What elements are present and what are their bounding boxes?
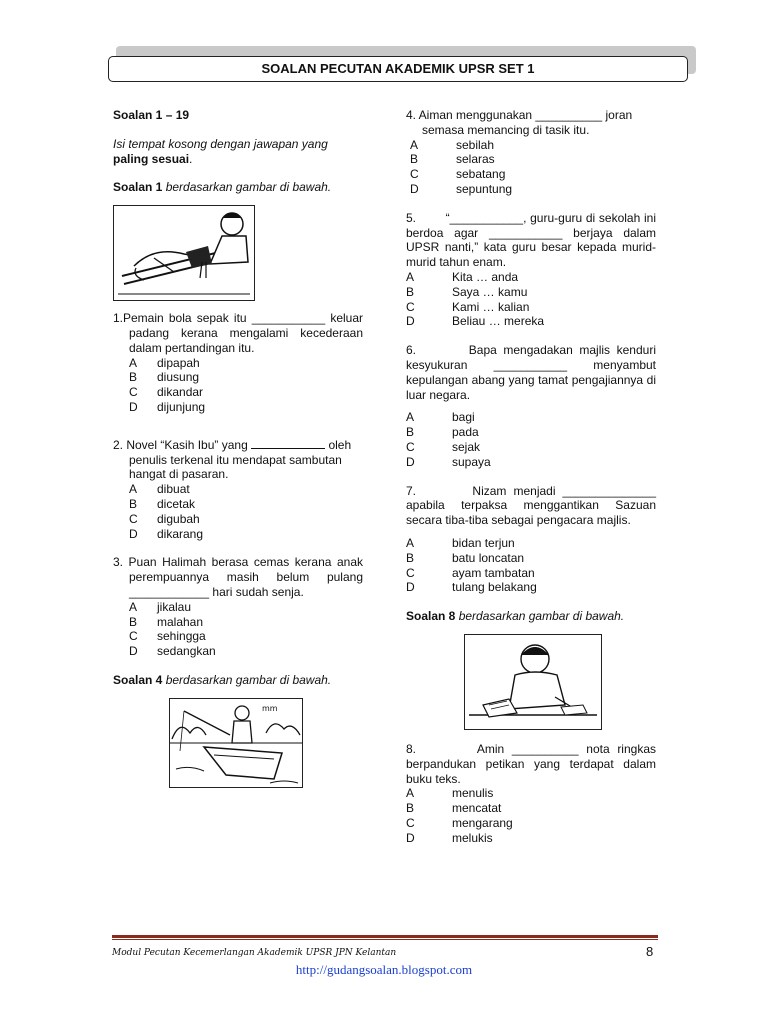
option-row[interactable] (406, 300, 656, 315)
option-text: Kami … kalian (452, 299, 530, 314)
ref4-italic: berdasarkan gambar di bawah. (165, 672, 332, 687)
option-row[interactable] (129, 356, 363, 371)
option-row[interactable] (406, 410, 656, 425)
page-title: SOALAN PECUTAN AKADEMIK UPSR SET 1 (108, 56, 688, 82)
option-text: bidan terjun (452, 535, 515, 550)
option-letter: D (129, 399, 138, 414)
option-letter: D (406, 580, 415, 595)
section-heading: Soalan 1 – 19 (113, 108, 190, 122)
footer-module-text: Modul Pecutan Kecemerlangan Akademik UPSR JPN Kelantan (112, 948, 397, 958)
option-row[interactable] (406, 425, 656, 440)
question-5-stem: 5. “___________, guru-guru di sekolah ini berdoa agar ___________ berjaya dalam UPSR nanti,” kata guru besar kepada murid-murid tahun enam. (406, 210, 660, 270)
footer-rule-thin (112, 939, 658, 940)
option-letter: C (129, 385, 138, 400)
option-letter: C (406, 565, 415, 580)
option-letter: A (406, 269, 415, 284)
option-letter: D (406, 830, 415, 845)
option-text: dibuat (157, 482, 190, 497)
ref1-bold: Soalan 1 (113, 180, 163, 195)
option-text: diusung (157, 370, 200, 385)
option-text: bagi (452, 410, 475, 425)
svg-text:mm: mm (262, 703, 278, 713)
option-row[interactable] (129, 629, 363, 644)
option-letter: A (129, 599, 138, 614)
option-row[interactable] (406, 536, 656, 551)
option-letter: D (406, 314, 415, 329)
option-letter: C (129, 629, 138, 644)
option-letter: D (406, 454, 415, 469)
option-letter: A (410, 137, 419, 152)
question-4-stem: 4. Aiman menggunakan __________ joran semasa memancing di tasik itu. (406, 108, 633, 137)
option-letter: A (406, 535, 415, 550)
option-text: Beliau … mereka (452, 314, 545, 329)
footer-rule-thick (112, 935, 658, 938)
option-row[interactable] (406, 314, 656, 329)
option-letter: A (406, 786, 415, 801)
option-row[interactable] (406, 551, 656, 566)
option-row[interactable] (129, 497, 363, 512)
option-letter: C (406, 815, 415, 830)
option-row[interactable] (406, 580, 656, 595)
option-row[interactable] (406, 786, 656, 801)
question-2-stem (113, 437, 363, 482)
figure-injured-player (113, 205, 255, 301)
option-text: Saya … kamu (452, 284, 528, 299)
right-column (406, 108, 660, 845)
instruction-italic: Isi tempat kosong dengan jawapan yang (113, 136, 328, 151)
ref-question-8 (406, 609, 656, 624)
option-letter: B (129, 496, 138, 511)
answer-blank (251, 437, 325, 449)
option-row[interactable] (406, 285, 656, 300)
ref8-italic: berdasarkan gambar di bawah. (458, 609, 625, 624)
option-text: malahan (157, 614, 204, 629)
question-1-options (129, 356, 363, 415)
figure-fishing-boat (169, 698, 303, 788)
question-7-stem: 7. Nizam menjadi ______________ apabila terpaksa menggantikan Sazuan secara tiba-tiba sebagai pengacara majlis. (406, 483, 660, 528)
question-8-options (406, 786, 656, 845)
option-letter: B (129, 614, 138, 629)
option-text: jikalau (157, 599, 192, 614)
option-row[interactable] (406, 801, 656, 816)
option-letter: A (129, 355, 138, 370)
question-8-stem: 8. Amin __________ nota ringkas berpandukan petikan yang terdapat dalam buku teks. (406, 741, 660, 786)
option-row[interactable] (129, 644, 363, 659)
option-letter: B (406, 284, 415, 299)
option-text: sebatang (456, 167, 506, 182)
page-number: 8 (646, 944, 654, 959)
option-letter: C (129, 511, 138, 526)
question-4-options (410, 138, 656, 197)
option-text: sedangkan (157, 644, 216, 659)
option-text: dipapah (157, 355, 200, 370)
question-2-stem-rest: oleh penulis terkenal itu mendapat sambutan hangat di pasaran. (129, 437, 352, 482)
option-letter: D (410, 181, 419, 196)
question-3-options (129, 600, 363, 659)
option-text: melukis (452, 830, 493, 845)
option-text: sejak (452, 439, 481, 454)
question-6-options (406, 410, 656, 469)
option-text: tulang belakang (452, 580, 537, 595)
option-row[interactable] (410, 182, 656, 197)
option-text: sebilah (456, 137, 495, 152)
ref-question-1 (113, 180, 363, 195)
ref8-bold: Soalan 8 (406, 609, 456, 624)
option-row[interactable] (406, 270, 656, 285)
option-text: batu loncatan (452, 550, 525, 565)
instruction-end: . (189, 151, 193, 166)
ref4-bold: Soalan 4 (113, 672, 163, 687)
question-3-stem: 3. Puan Halimah berasa cemas kerana anak perempuannya masih belum pulang ____________ hari sudah senja. (113, 555, 363, 599)
option-row[interactable] (129, 600, 363, 615)
option-letter: D (129, 644, 138, 659)
ref-question-4 (113, 673, 363, 688)
option-row[interactable] (129, 512, 363, 527)
option-letter: B (406, 550, 415, 565)
option-row[interactable] (129, 527, 363, 542)
option-text: sepuntung (456, 181, 513, 196)
option-text: dikarang (157, 526, 204, 541)
option-text: sehingga (157, 629, 206, 644)
option-text: mencatat (452, 801, 502, 816)
option-letter: A (406, 410, 415, 425)
figure-student-writing (464, 634, 602, 730)
option-row[interactable] (129, 482, 363, 497)
question-2-options (129, 482, 363, 541)
option-row[interactable] (406, 566, 656, 581)
option-letter: C (406, 299, 415, 314)
option-text: menulis (452, 786, 494, 801)
option-row[interactable] (406, 455, 656, 470)
instruction (113, 137, 363, 167)
option-row[interactable] (129, 400, 363, 415)
option-row[interactable] (129, 615, 363, 630)
option-row[interactable] (410, 138, 656, 153)
option-letter: C (406, 439, 415, 454)
option-text: supaya (452, 454, 491, 469)
question-7-options (406, 536, 656, 595)
footer-url-link[interactable]: http://gudangsoalan.blogspot.com (295, 962, 473, 977)
option-row[interactable] (129, 370, 363, 385)
option-text: dikandar (157, 385, 204, 400)
question-2-stem-start: 2. Novel “Kasih Ibu” yang (113, 437, 248, 452)
ref1-italic: berdasarkan gambar di bawah. (165, 180, 332, 195)
left-column (113, 108, 363, 788)
option-text: digubah (157, 511, 200, 526)
option-letter: C (410, 167, 419, 182)
option-text: selaras (456, 152, 495, 167)
instruction-bold: paling sesuai (113, 151, 190, 166)
option-text: pada (452, 425, 479, 440)
option-row[interactable] (406, 816, 656, 831)
option-text: dijunjung (157, 399, 206, 414)
option-letter: A (129, 482, 138, 497)
option-row[interactable] (406, 831, 656, 846)
option-row[interactable] (129, 385, 363, 400)
option-letter: B (129, 370, 138, 385)
question-6-stem: 6. Bapa mengadakan majlis kenduri kesyukuran ___________ menyambut kepulangan abang yang tamat pengajiannya di luar negara. (406, 343, 660, 402)
question-1-stem: 1.Pemain bola sepak itu ___________ keluar padang kerana mengalami kecederaan dalam pertandingan itu. (113, 311, 363, 355)
option-letter: B (406, 801, 415, 816)
option-text: Kita … anda (452, 269, 519, 284)
option-letter: B (410, 152, 419, 167)
option-row[interactable] (406, 440, 656, 455)
option-letter: B (406, 425, 415, 440)
option-letter: D (129, 526, 138, 541)
option-text: dicetak (157, 496, 196, 511)
option-text: mengarang (452, 815, 513, 830)
option-row[interactable] (410, 152, 656, 167)
option-text: ayam tambatan (452, 565, 535, 580)
question-5-options (406, 270, 656, 329)
option-row[interactable] (410, 167, 656, 182)
